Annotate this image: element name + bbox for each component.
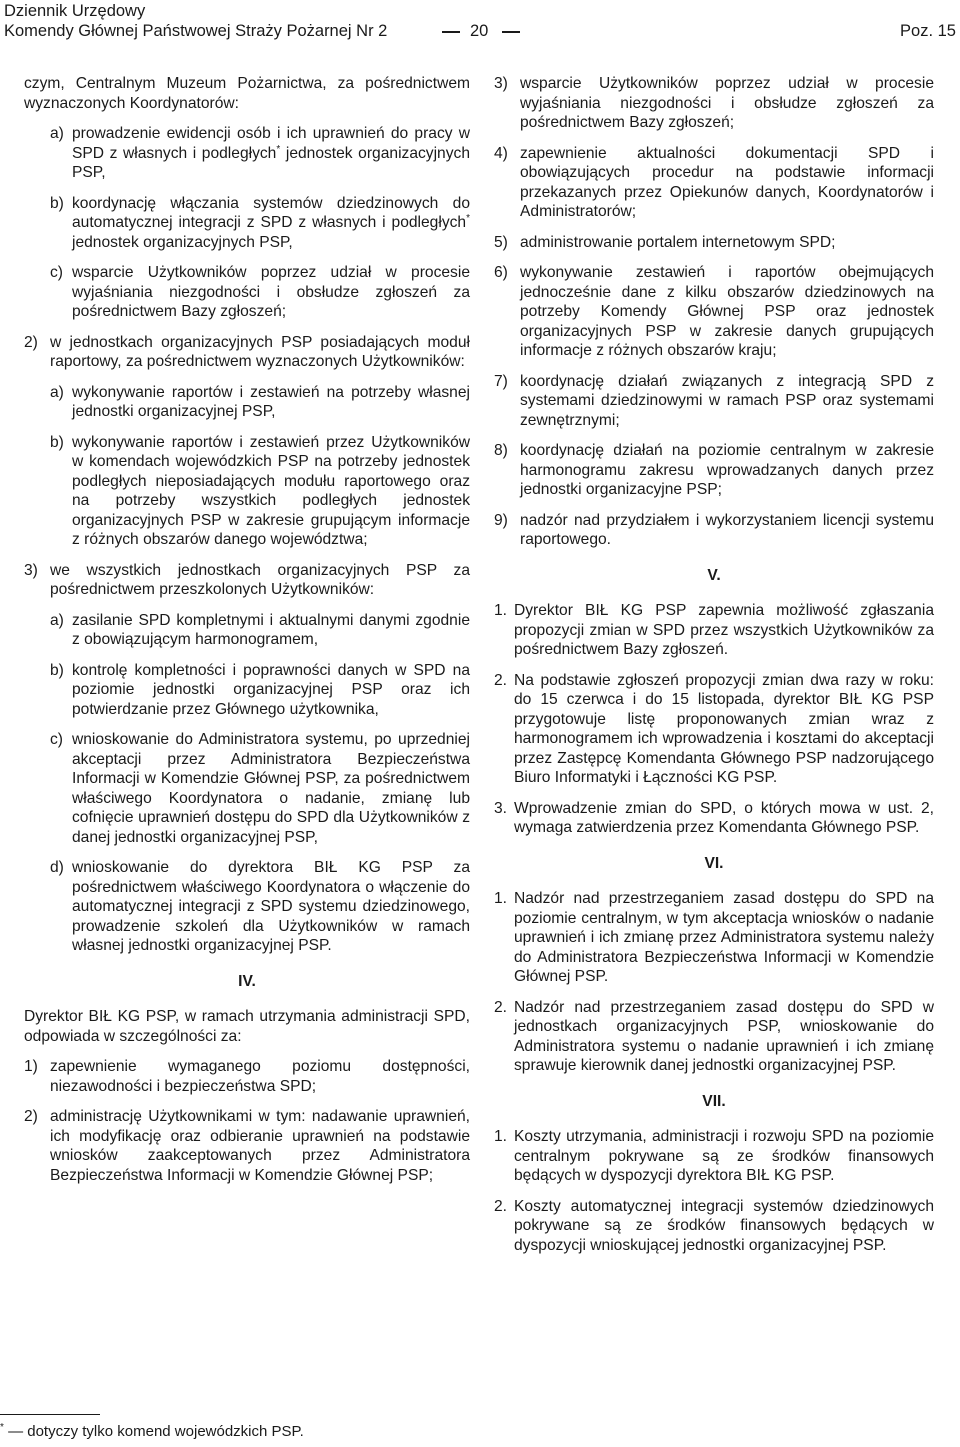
item-marker: 2): [24, 1108, 38, 1125]
item-text: Nadzór nad przestrzeganiem zasad dostępu do SPD w jednostkach organizacyjnych PSP, wnioskowanie do Administratora systemu o nadanie uprawnień i ich zmianę sprawuje kierownik danej jednostki organizacyjnej PSP.: [514, 998, 934, 1074]
footnote-text: — dotyczy tylko komend wojewódzkich PSP.: [8, 1423, 304, 1440]
list-item: [24, 1057, 470, 1096]
item-marker: 3): [24, 561, 38, 579]
item-marker: 2.: [494, 671, 508, 689]
item-text: wnioskowanie do dyrektora BIŁ KG PSP za pośrednictwem właściwego Koordynatora o włączenie do automatycznej integracji z SPD systemu dziedzinowego, prowadzenie szkoleń dla Użytkowników w ramach własnej jednostki organizacyjnej PSP.: [72, 859, 470, 954]
right-column: [494, 74, 934, 1266]
section-heading-vii: VII.: [702, 1092, 726, 1110]
list-item: [50, 433, 470, 550]
item-marker: c): [50, 731, 63, 748]
item-text: Wprowadzenie zmian do SPD, o których mowa w ust. 2, wymaga zatwierdzenia przez Komendanta Głównego PSP.: [514, 799, 934, 836]
journal-title: Dziennik Urzędowy: [4, 2, 146, 20]
item-marker: 1): [24, 1058, 38, 1075]
page-header: [4, 0, 956, 44]
item-marker: 7): [494, 372, 508, 390]
left-column: [24, 74, 470, 1196]
item-text: zasilanie SPD kompletnymi i aktualnymi danymi zgodnie z obowiązującym harmonogramem,: [72, 611, 470, 648]
list-item: [494, 144, 934, 222]
list-item: [494, 263, 934, 361]
item-marker: 1.: [494, 1128, 508, 1145]
footnote: [0, 1422, 304, 1442]
item-text: wykonywanie zestawień i raportów obejmujących jednocześnie dane z kilku obszarów dziedzinowych na potrzeby Komendy Głównej PSP oraz jednostek organizacyjnych PSP w zakresie danych grupujących informacje z różnych obszarów kraju;: [520, 264, 934, 359]
item-marker: 8): [494, 442, 508, 459]
item-marker: a): [50, 383, 64, 401]
item-text: w jednostkach organizacyjnych PSP posiadających moduł raportowy, za pośrednictwem wyznaczonych Użytkowników:: [50, 333, 470, 370]
item-text: kontrolę kompletności i poprawności danych w SPD na poziomie jednostki organizacyjnej PSP oraz ich potwierdzanie przez Głównego użytkownika,: [72, 661, 470, 718]
item-text: Dyrektor BIŁ KG PSP zapewnia możliwość zgłaszania propozycji zmian w SPD przez wszystkich Użytkowników za pośrednictwem Bazy zgłoszeń.: [514, 602, 934, 658]
item-marker: 2): [24, 333, 38, 351]
item-text: wnioskowanie do Administratora systemu, po uprzedniej akceptacji przez Administratora Bezpieczeństwa Informacji w Komendzie Głównej PSP, za pośrednictwem właściwego Koordynatora o nadanie, zmianę lub cofnięcie uprawnień dostępu do SPD dla Użytkowników z danej jednostki organizacyjnej PSP,: [72, 731, 470, 846]
item-text: koordynację działań na poziomie centralnym w zakresie harmonogramu zakresu wprowadzanych danych przez jednostki organizacyjne PSP;: [520, 442, 934, 498]
item-text: nadzór nad przydziałem i wykorzystaniem licencji systemu raportowego.: [520, 511, 934, 548]
item-text: we wszystkich jednostkach organizacyjnych PSP za pośrednictwem przeszkolonych Użytkowników:: [50, 561, 470, 598]
list-item: [494, 511, 934, 550]
item-text: prowadzenie ewidencji osób i ich uprawnień do pracy w SPD z własnych i podległych* jednostek organizacyjnych PSP,: [72, 125, 470, 181]
section-heading-iv: IV.: [238, 972, 256, 990]
footnote-ref: *: [466, 213, 470, 224]
item-marker: d): [50, 859, 64, 876]
list-item: [50, 858, 470, 956]
list-item: [494, 1197, 934, 1256]
footnote-rule: [0, 1414, 100, 1415]
item-marker: c): [50, 264, 63, 281]
item-text: zapewnienie aktualności dokumentacji SPD i obowiązujących procedur na podstawie informacji przekazanych przez Opiekunów danych, Koordynatorów i Administratorów;: [520, 144, 934, 220]
list-item: [24, 1107, 470, 1185]
list-item: [494, 441, 934, 500]
item-text: wykonywanie raportów i zestawień na potrzeby własnej jednostki organizacyjnej PSP,: [72, 383, 470, 420]
section-heading-v: V.: [707, 566, 721, 584]
list-item: [50, 194, 470, 253]
item-marker: 3.: [494, 799, 508, 817]
list-item: [494, 74, 934, 133]
list-item: [494, 998, 934, 1076]
list-item: [50, 383, 470, 422]
item-text: Koszty automatycznej integracji systemów dziedzinowych pokrywane są ze środków finansowych będących w dyspozycji wnioskującej jednostki organizacyjnej PSP.: [514, 1197, 934, 1254]
item-marker: 5): [494, 233, 508, 251]
section-heading-vi: VI.: [704, 854, 724, 872]
list-item: [50, 661, 470, 720]
item-marker: a): [50, 611, 64, 629]
item-marker: 1.: [494, 890, 508, 907]
list-item: [494, 671, 934, 788]
page-number: 20: [470, 22, 489, 40]
list-item: [494, 799, 934, 838]
item-text: Na podstawie zgłoszeń propozycji zmian dwa razy w roku: do 15 czerwca i do 15 listopada, dyrektor BIŁ KG PSP przygotowuje listę proponowanych zmian wraz z harmonogramem ich wprowadzenia i kosztami do akceptacji przez Zastępcę Komendanta Głównego PSP nadzorującego Biuro Informatyki i Łączności KG PSP.: [514, 671, 934, 786]
list-item: [50, 730, 470, 847]
page-number-dash-left: [442, 31, 460, 33]
item-marker: b): [50, 433, 64, 451]
page-number-dash-right: [502, 31, 520, 33]
item-text: wykonywanie raportów i zestawień przez Użytkowników w komendach wojewódzkich PSP na potrzeby jednostek podległych nieposiadających modułu raportowego oraz na potrzeby wszystkich podległych jednostek organizacyjnych PSP w zakresie grupującym informacje z różnych obszarów danego województwa;: [72, 433, 470, 548]
list-item: [24, 333, 470, 372]
intro-paragraph: czym, Centralnym Muzeum Pożarnictwa, za pośrednictwem wyznaczonych Koordynatorów:: [24, 75, 470, 112]
item-text: wsparcie Użytkowników poprzez udział w procesie wyjaśniania niezgodności i obsłudze zgłoszeń za pośrednictwem Bazy zgłoszeń;: [520, 75, 934, 131]
item-marker: b): [50, 194, 64, 212]
item-marker: 6): [494, 264, 508, 281]
item-text: Nadzór nad przestrzeganiem zasad dostępu do SPD na poziomie centralnym, w tym akceptacja wniosków o nadanie uprawnień i ich zmianę przez Administratora systemu należy do Administratora Bezpieczeństwa Informacji w Komendzie Głównej PSP.: [514, 890, 934, 985]
item-text: Koszty utrzymania, administracji i rozwoju SPD na poziomie centralnym pokrywane są ze środków finansowych będących w dyspozycji dyrektora BIŁ KG PSP.: [514, 1128, 934, 1184]
item-marker: 9): [494, 511, 508, 529]
list-item: [50, 124, 470, 183]
item-marker: 4): [494, 144, 508, 162]
list-item: [50, 263, 470, 322]
item-marker: 3): [494, 75, 508, 92]
item-text: koordynację działań związanych z integracją SPD z systemami dziedzinowymi w ramach PSP oraz systemami zewnętrznymi;: [520, 372, 934, 429]
list-item: [494, 233, 934, 253]
item-marker: 2.: [494, 998, 508, 1016]
item-marker: 2.: [494, 1197, 508, 1215]
section-iv-paragraph: Dyrektor BIŁ KG PSP, w ramach utrzymania administracji SPD, odpowiada w szczególności za:: [24, 1008, 470, 1045]
footnote-ref: *: [276, 143, 281, 155]
list-item: [494, 372, 934, 431]
list-item: [494, 1127, 934, 1186]
list-item: [24, 561, 470, 600]
footnote-marker: *: [0, 1422, 4, 1433]
item-marker: 1.: [494, 602, 508, 619]
item-text: administrację Użytkownikami w tym: nadawanie uprawnień, ich modyfikację oraz odbieranie uprawnień na podstawie wniosków zaakceptowanych przez Administratora Bezpieczeństwa Informacji w Komendzie Głównej PSP;: [50, 1108, 470, 1184]
list-item: [494, 601, 934, 660]
item-text: zapewnienie wymaganego poziomu dostępności, niezawodności i bezpieczeństwa SPD;: [50, 1058, 470, 1095]
item-text: wsparcie Użytkowników poprzez udział w procesie wyjaśniania niezgodności i obsłudze zgłoszeń za pośrednictwem Bazy zgłoszeń;: [72, 264, 470, 320]
item-text: administrowanie portalem internetowym SPD;: [520, 233, 836, 251]
position-label: Poz. 15: [900, 22, 956, 40]
list-item: [50, 611, 470, 650]
journal-subtitle: Komendy Głównej Państwowej Straży Pożarnej Nr 2: [4, 22, 388, 40]
item-marker: b): [50, 661, 64, 679]
item-text: koordynację włączania systemów dziedzinowych do automatycznej integracji z SPD z własnych i podległych* jednostek organizacyjnych PSP,: [72, 194, 470, 251]
item-marker: a): [50, 125, 64, 142]
list-item: [494, 889, 934, 987]
